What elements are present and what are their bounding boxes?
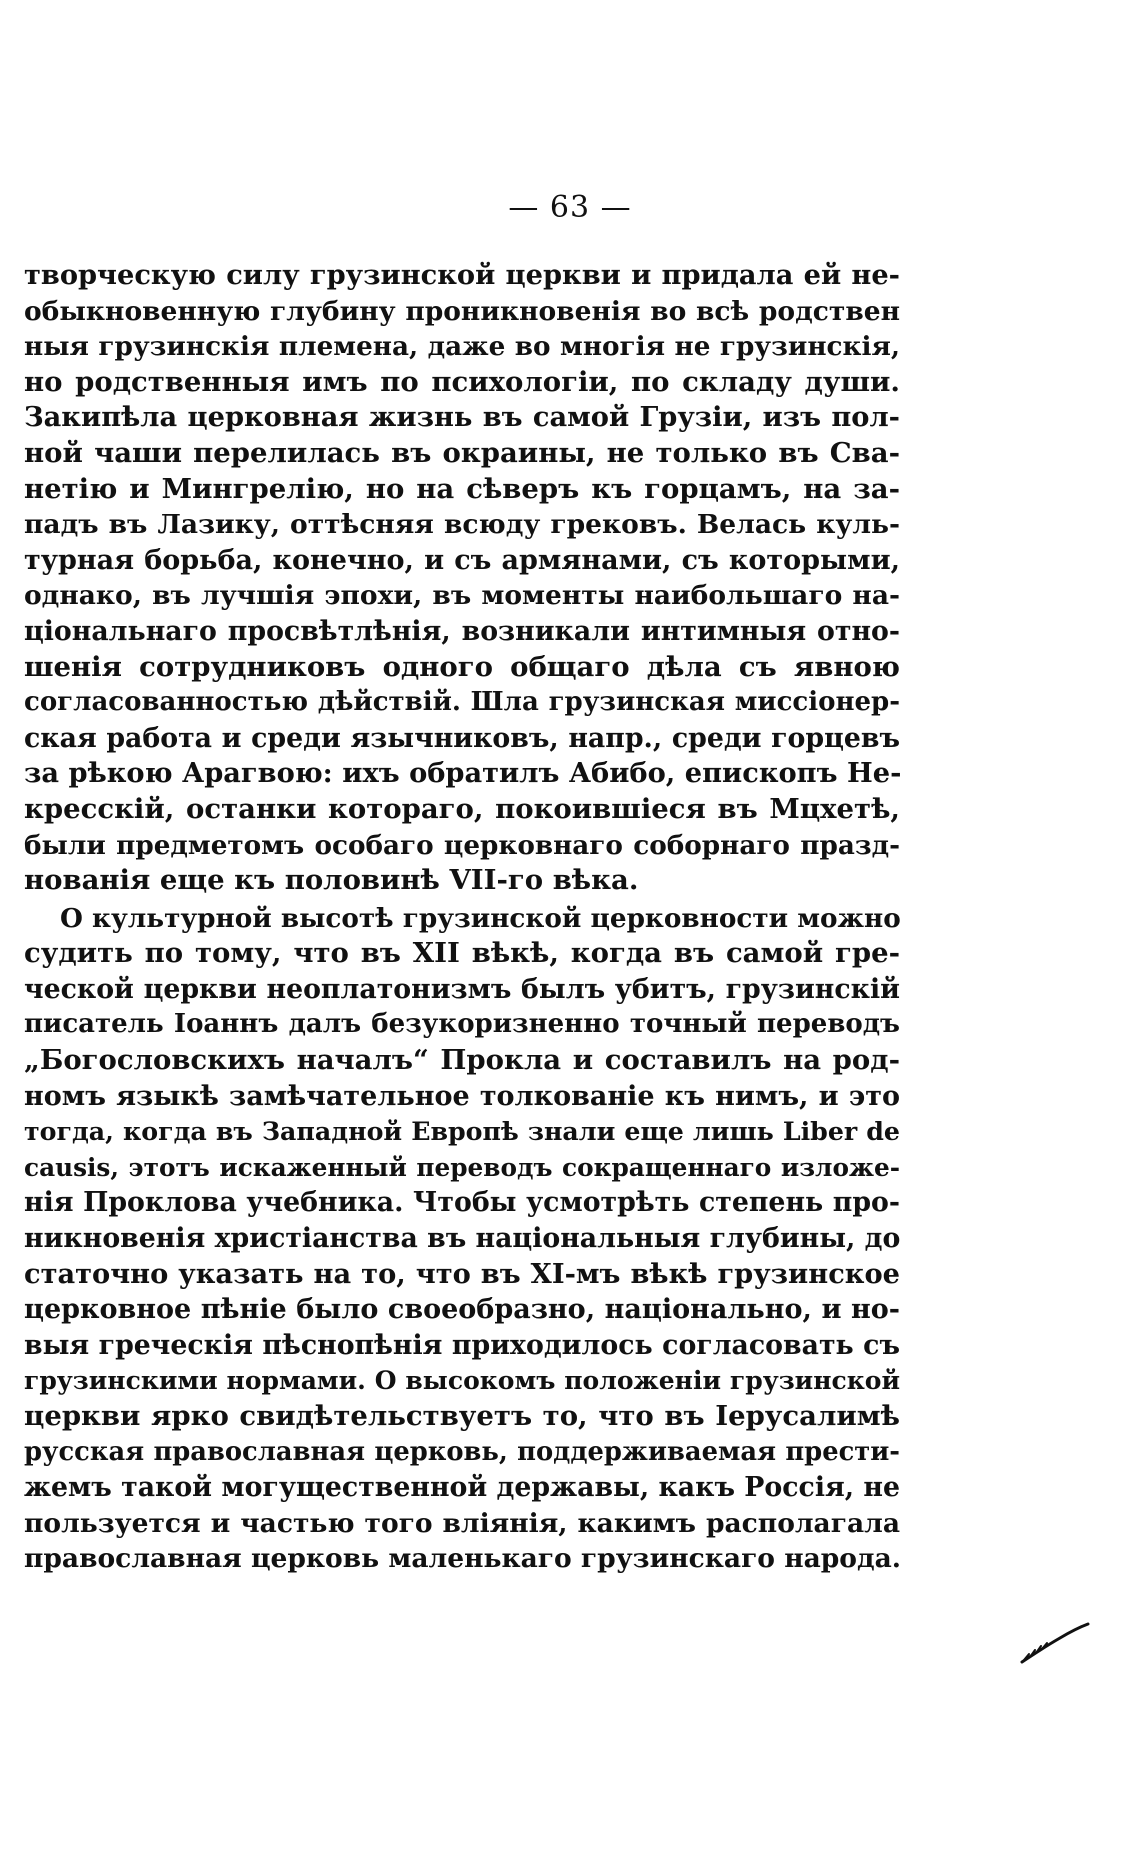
text-line: статочно указать на то, что въ XI-мъ вѣкѣ грузинское (24, 1257, 900, 1290)
text-line: ская работа и среди язычниковъ, напр., среди горцевъ (24, 722, 900, 754)
text-line: однако, въ лучшія эпохи, въ моменты наибольшаго на- (24, 580, 900, 612)
text-line: ныя грузинскія племена, даже во многія не грузинскія, (24, 331, 900, 363)
text-line: ціональнаго просвѣтлѣнія, возникали интимныя отно- (24, 615, 900, 647)
page-number: — 63 — (508, 190, 632, 225)
text-line: Закипѣла церковная жизнь въ самой Грузіи, изъ пол- (24, 401, 900, 434)
text-line: тогда, когда въ Западной Европѣ знали еще лишь Liber de (24, 1116, 900, 1147)
text-line: обыкновенную глубину проникновенія во всѣ родствен (24, 295, 900, 327)
text-line: русская православная церковь, поддерживаемая прести- (24, 1436, 900, 1467)
paragraph-2 (24, 901, 900, 1577)
text-line: творческую силу грузинской церкви и придала ей не- (24, 259, 900, 291)
text-line: церковное пѣніе было своеобразно, національно, и но- (24, 1294, 900, 1326)
text-line: нованія еще къ половинѣ VII-го вѣка. (24, 864, 639, 897)
text-line: грузинскими нормами. О высокомъ положеніи грузинской (24, 1366, 900, 1396)
text-line: выя греческія пѣснопѣнія приходилось согласовать съ (24, 1329, 900, 1361)
text-line: писатель Іоаннъ далъ безукоризненно точный переводъ (24, 1009, 900, 1040)
ink-stroke-mark (1020, 1618, 1090, 1668)
text-line: О культурной высотѣ грузинской церковности можно (60, 902, 901, 934)
text-line: согласованностью дѣйствій. Шла грузинская миссіонер- (24, 687, 900, 718)
text-line: были предметомъ особаго церковнаго соборнаго празд- (24, 829, 900, 861)
text-line: номъ языкѣ замѣчательное толкованіе къ нимъ, и это (24, 1080, 900, 1112)
text-line: но родственныя имъ по психологіи, по складу души. (24, 365, 900, 398)
text-line: турная борьба, конечно, и съ армянами, съ которыми, (24, 544, 900, 576)
text-line: православная церковь маленькаго грузинскаго народа. (24, 1543, 902, 1575)
body-text (24, 258, 900, 1577)
text-line: пользуется и частью того вліянія, какимъ располагала (24, 1507, 900, 1539)
paragraph-1 (24, 258, 900, 899)
text-line: causis, этотъ искаженный переводъ сокращеннаго изложе- (24, 1152, 900, 1182)
text-line: ной чаши перелилась въ окраины, не только въ Сва- (24, 436, 900, 469)
text-line: кресскій, останки котораго, покоившіеся въ Мцхетѣ, (24, 792, 900, 825)
text-line: падъ въ Лазику, оттѣсняя всюду грековъ. Велась куль- (24, 509, 900, 541)
text-line: жемъ такой могущественной державы, какъ Россія, не (24, 1472, 900, 1504)
text-line: ческой церкви неоплатонизмъ былъ убитъ, грузинскій (24, 973, 900, 1005)
text-line: за рѣкою Арагвою: ихъ обратилъ Абибо, епископъ Не- (24, 757, 902, 790)
text-line: нетію и Мингрелію, но на сѣверъ къ горцамъ, на за- (24, 472, 900, 505)
text-line: „Богословскихъ началъ“ Прокла и составилъ на род- (24, 1044, 900, 1077)
text-line: судить по тому, что въ XII вѣкѣ, когда въ самой гре- (24, 937, 900, 970)
text-line: церкви ярко свидѣтельствуетъ то, что въ Іерусалимѣ (24, 1400, 900, 1432)
text-line: никновенія христіанства въ національныя глубины, до (24, 1223, 901, 1255)
text-line: нія Проклова учебника. Чтобы усмотрѣть степень про- (24, 1187, 900, 1219)
text-line: шенія сотрудниковъ одного общаго дѣла съ явною (24, 650, 900, 683)
